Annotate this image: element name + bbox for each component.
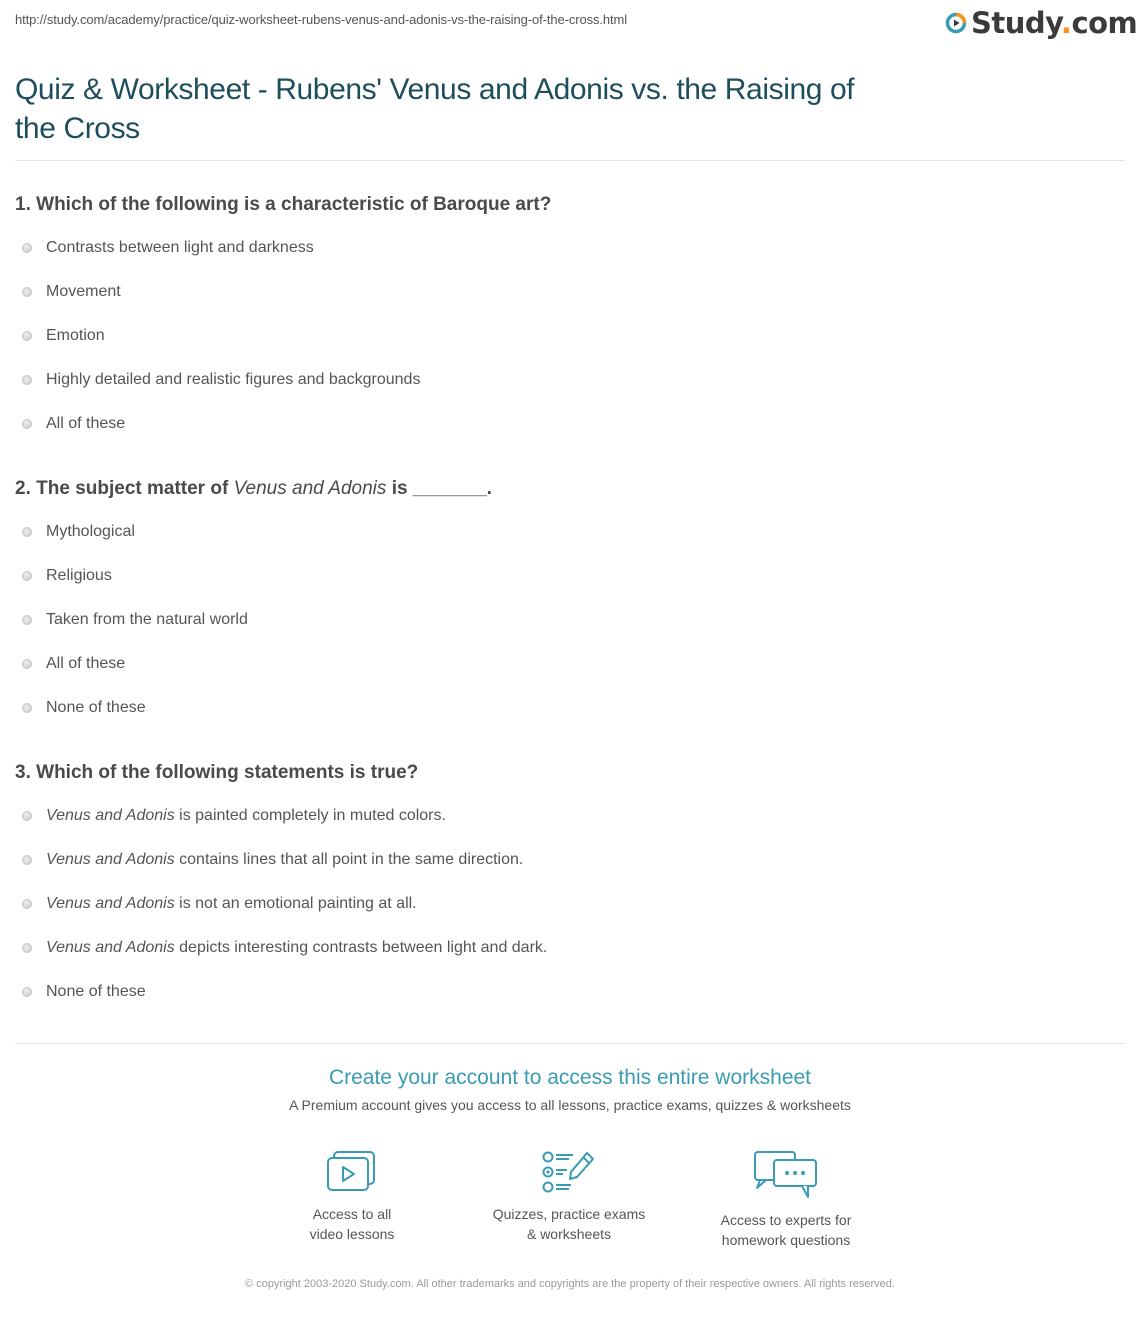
- question-1: 1. Which of the following is a characteristic of Baroque art?: [15, 194, 552, 215]
- q1-option-4[interactable]: Highly detailed and realistic figures and backgrounds: [22, 371, 420, 389]
- logo-suffix: com: [1071, 6, 1138, 40]
- feature-video-lessons: Access to all video lessons: [252, 1150, 452, 1244]
- q2-option-4[interactable]: All of these: [22, 655, 125, 673]
- q3-option-2[interactable]: Venus and Adonis contains lines that all point in the same direction.: [22, 851, 523, 869]
- q2-option-2[interactable]: Religious: [22, 567, 112, 585]
- radio-button[interactable]: [22, 811, 32, 821]
- q2-option-5[interactable]: None of these: [22, 699, 146, 717]
- radio-button[interactable]: [22, 615, 32, 625]
- q3-option-1[interactable]: Venus and Adonis is painted completely in muted colors.: [22, 807, 446, 825]
- radio-button[interactable]: [22, 943, 32, 953]
- q1-option-2[interactable]: Movement: [22, 283, 121, 301]
- q3-option-3[interactable]: Venus and Adonis is not an emotional painting at all.: [22, 895, 417, 913]
- radio-button[interactable]: [22, 987, 32, 997]
- radio-button[interactable]: [22, 899, 32, 909]
- radio-button[interactable]: [22, 527, 32, 537]
- study-logo[interactable]: [945, 6, 1137, 40]
- chat-bubbles-icon: [686, 1150, 886, 1200]
- radio-button[interactable]: [22, 659, 32, 669]
- radio-button[interactable]: [22, 855, 32, 865]
- cta-subtitle: A Premium account gives you access to all lessons, practice exams, quizzes & worksheets: [289, 1097, 851, 1113]
- page-title: Quiz & Worksheet - Rubens' Venus and Adonis vs. the Raising of the Cross: [15, 73, 855, 145]
- radio-button[interactable]: [22, 287, 32, 297]
- quiz-checklist-icon: [469, 1150, 669, 1194]
- q1-option-5[interactable]: All of these: [22, 415, 125, 433]
- q1-option-1[interactable]: Contrasts between light and darkness: [22, 239, 314, 257]
- radio-button[interactable]: [22, 331, 32, 341]
- radio-button[interactable]: [22, 375, 32, 385]
- q2-option-3[interactable]: Taken from the natural world: [22, 611, 248, 629]
- question-3: 3. Which of the following statements is true?: [15, 762, 419, 783]
- cta-title[interactable]: Create your account to access this entire worksheet: [328, 1066, 812, 1089]
- logo-dot: .: [1060, 6, 1072, 40]
- divider: [15, 160, 1125, 161]
- copyright-footer: © copyright 2003-2020 Study.com. All other trademarks and copyrights are the property of their respective owners. All rights reserved.: [245, 1278, 895, 1290]
- question-2: 2. The subject matter of Venus and Adonis is _______.: [15, 478, 493, 499]
- radio-button[interactable]: [22, 703, 32, 713]
- page-url: http://study.com/academy/practice/quiz-worksheet-rubens-venus-and-adonis-vs-the-raising-of-the-cross.html: [15, 12, 628, 27]
- logo-text: Study: [971, 6, 1061, 40]
- radio-button[interactable]: [22, 419, 32, 429]
- play-logo-icon: [945, 12, 967, 34]
- feature-quizzes: Quizzes, practice exams & worksheets: [469, 1150, 669, 1244]
- q3-option-5[interactable]: None of these: [22, 983, 146, 1001]
- q3-option-4[interactable]: Venus and Adonis depicts interesting contrasts between light and dark.: [22, 939, 547, 957]
- radio-button[interactable]: [22, 243, 32, 253]
- radio-button[interactable]: [22, 571, 32, 581]
- q2-option-1[interactable]: Mythological: [22, 523, 135, 541]
- feature-experts: Access to experts for homework questions: [686, 1150, 886, 1250]
- q1-option-3[interactable]: Emotion: [22, 327, 105, 345]
- divider: [15, 1043, 1125, 1044]
- video-lessons-icon: [252, 1150, 452, 1194]
